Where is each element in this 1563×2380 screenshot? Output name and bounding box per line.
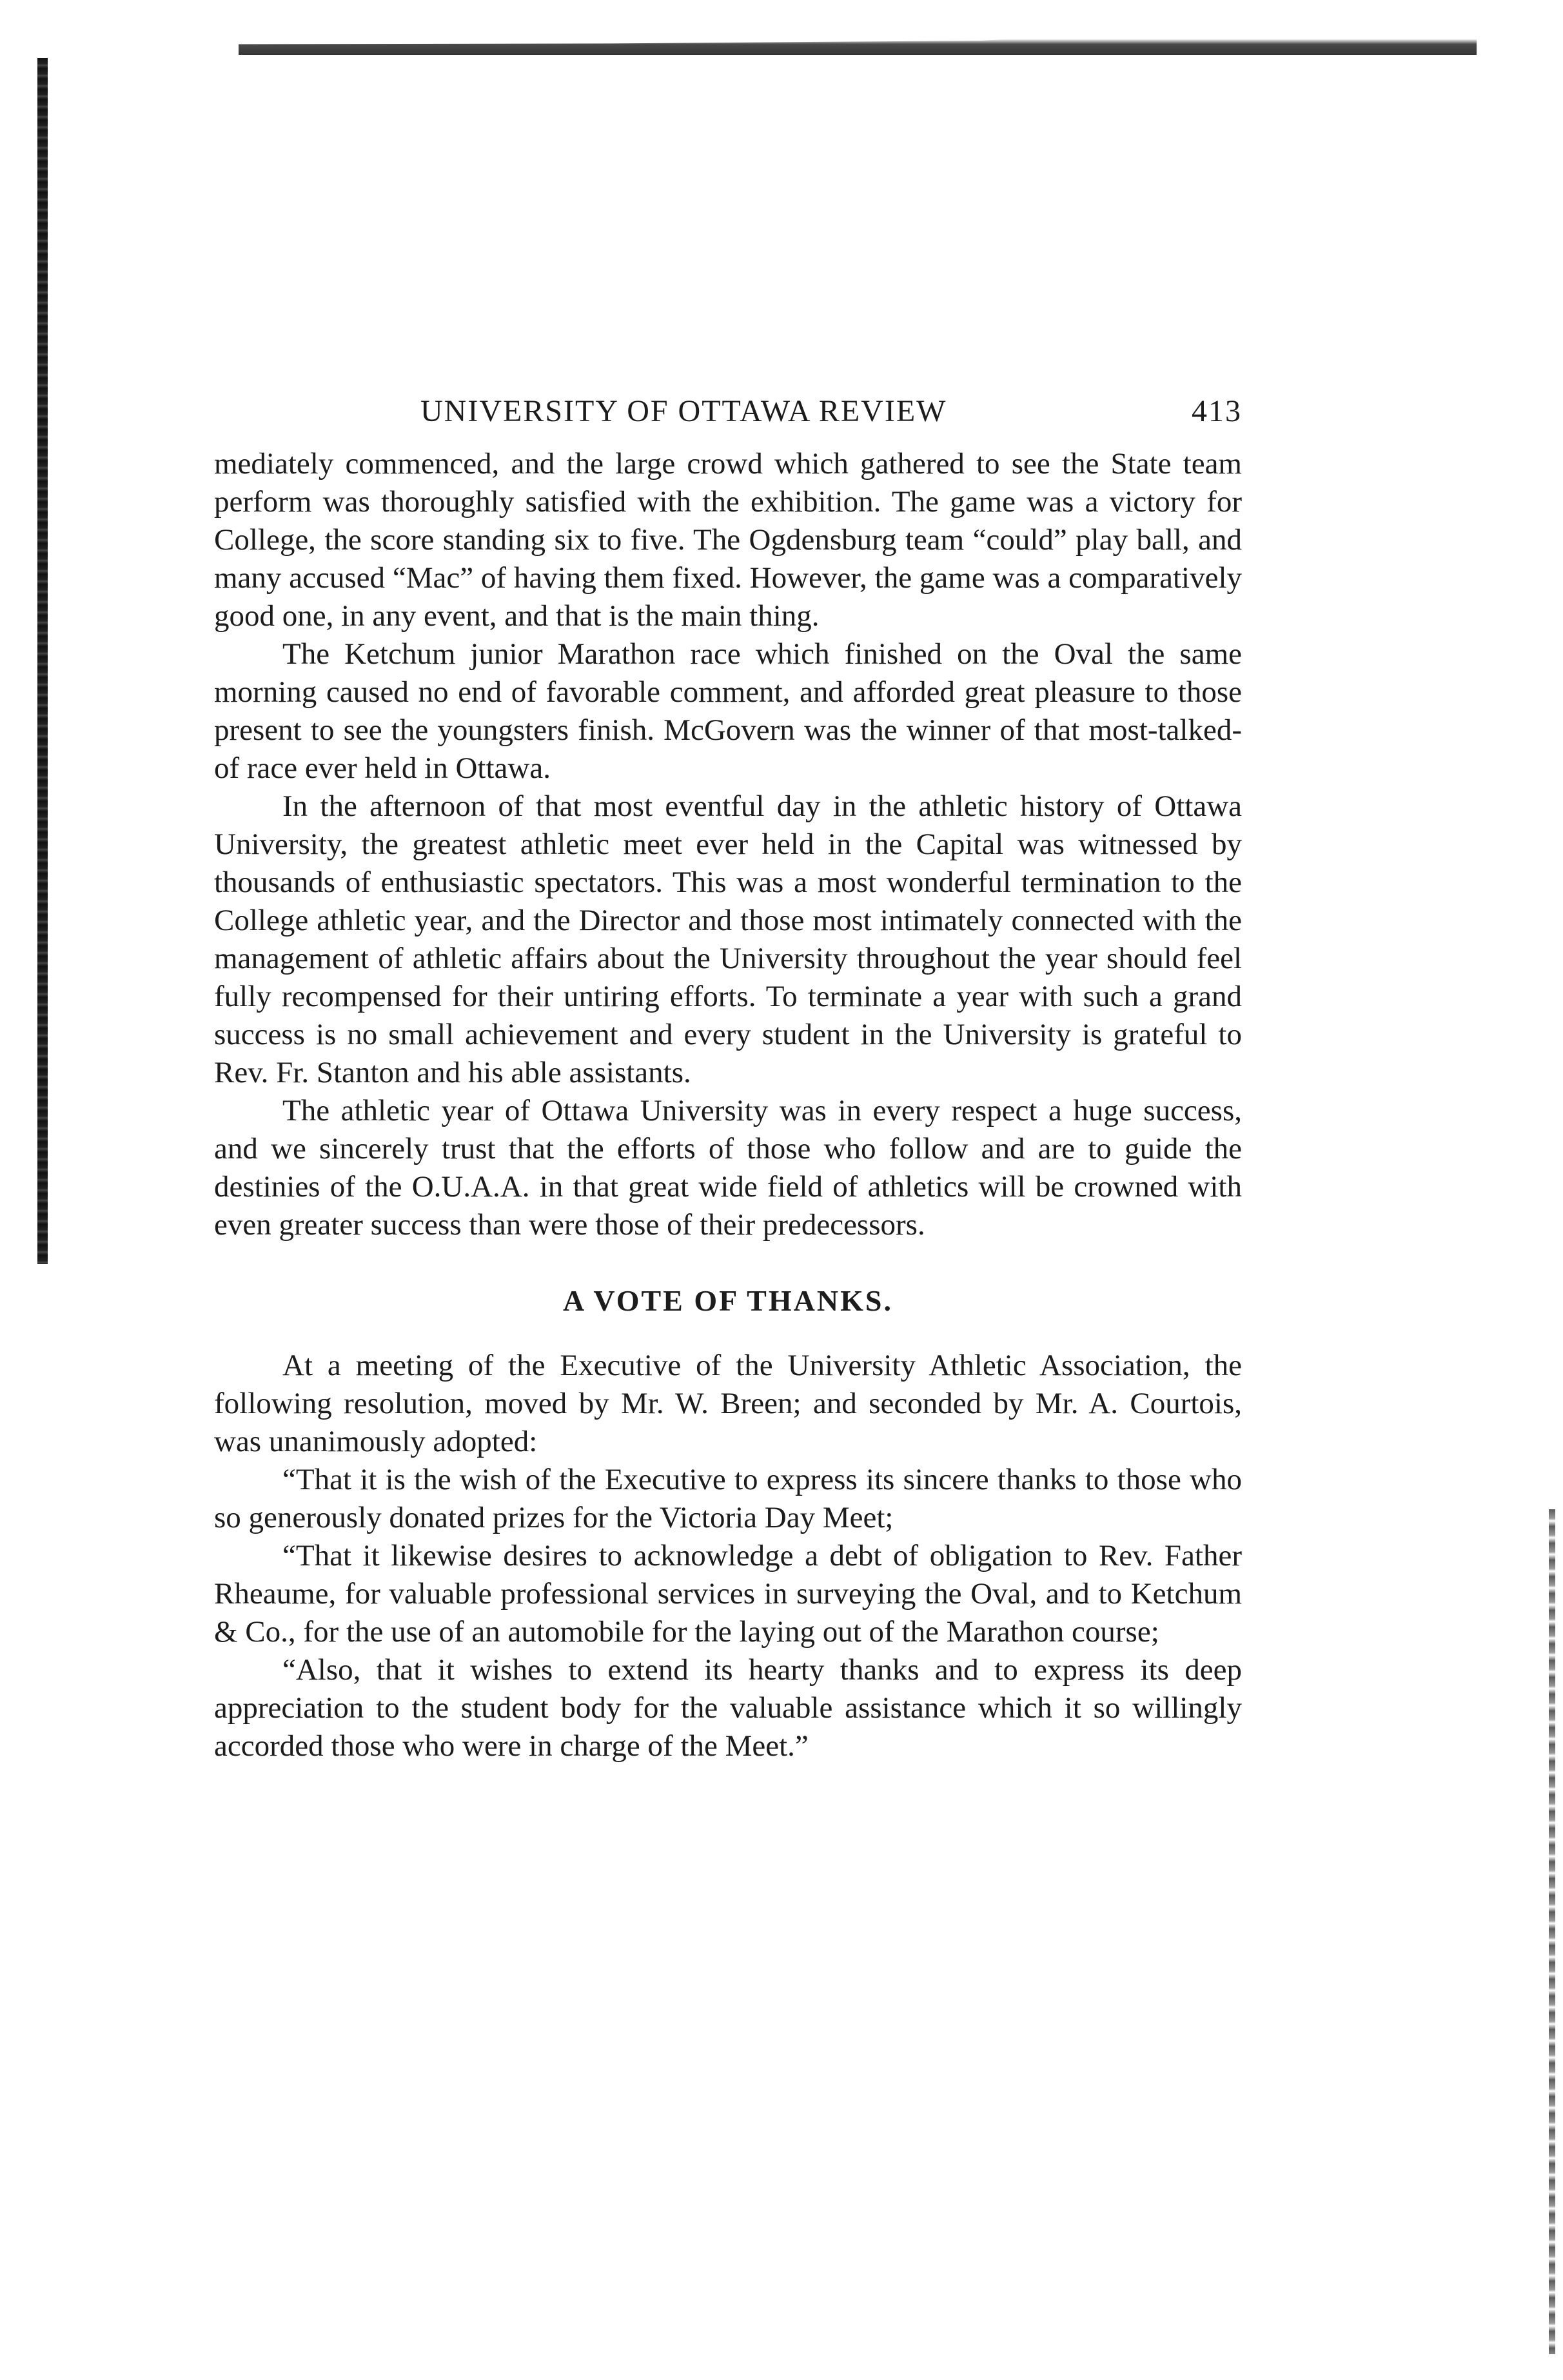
paragraph-resolution-intro: At a meeting of the Executive of the University Athletic Association, the following resolution, moved by Mr. W. Breen; and seconded by Mr. A. Courtois, was unanimously adopted: (214, 1349, 1242, 1458)
paragraph-marathon: The Ketchum junior Marathon race which finished on the Oval the same morning caused no end of favorable comment, and afforded great pleasure to those present to see the youngsters finish. McGovern was the winner of that most-talked-of race ever held in Ottawa. (214, 637, 1242, 785)
paragraph-resolution-thanks: “Also, that it wishes to extend its hearty thanks and to express its deep appreciation to the student body for the valuable assistance which it so willingly accorded those who were in charge of the Meet.” (214, 1653, 1242, 1763)
document-page (214, 393, 1242, 1765)
section-heading: A VOTE OF THANKS. (563, 1284, 893, 1317)
paragraph-athletic-meet: In the afternoon of that most eventful day in the athletic history of Ottawa University, the greatest athletic meet ever held in the Capital was witnessed by thousands of enthusiastic spectators. This was a most wonderful termination to the College athletic year, and the Director and those most intimately connected with the management of athletic affairs about the University throughout the year should feel fully recompensed for their untiring efforts. To terminate a year with such a grand success is no small achievement and every student in the University is grateful to Rev. Fr. Stanton and his able assistants. (214, 789, 1242, 1089)
paragraph-continuation: mediately commenced, and the large crowd which gathered to see the State team perform was thoroughly satisfied with the exhibition. The game was a victory for College, the score standing six to five. The Ogdensburg team “could” play ball, and many accused “Mac” of having them fixed. However, the game was a comparatively good one, in any event, and that is the main thing. (214, 447, 1242, 633)
scan-edge-right (1549, 1509, 1555, 2354)
scan-edge-left (37, 58, 48, 1264)
running-header (214, 393, 1242, 441)
paragraph-athletic-year: The athletic year of Ottawa University was in every respect a huge success, and we sincerely trust that the efforts of those who follow and are to guide the destinies of the O.U.A.A. in that great wide field of athletics will be crowned with even greater success than were those of their predecessors. (214, 1094, 1242, 1242)
paragraph-resolution-obligation: “That it likewise desires to acknowledge a debt of obligation to Rev. Father Rheaume, for valuable professional services in surveying the Oval, and to Ketchum & Co., for the use of an automobile for the laying out of the Marathon course; (214, 1539, 1242, 1649)
page-number: 413 (1192, 394, 1242, 428)
running-title: UNIVERSITY OF OTTAWA REVIEW (420, 394, 947, 428)
article-body (214, 445, 1242, 1765)
scan-edge-top (239, 19, 1477, 55)
paragraph-resolution-prizes: “That it is the wish of the Executive to express its sincere thanks to those who so generously donated prizes for the Victoria Day Meet; (214, 1463, 1242, 1534)
